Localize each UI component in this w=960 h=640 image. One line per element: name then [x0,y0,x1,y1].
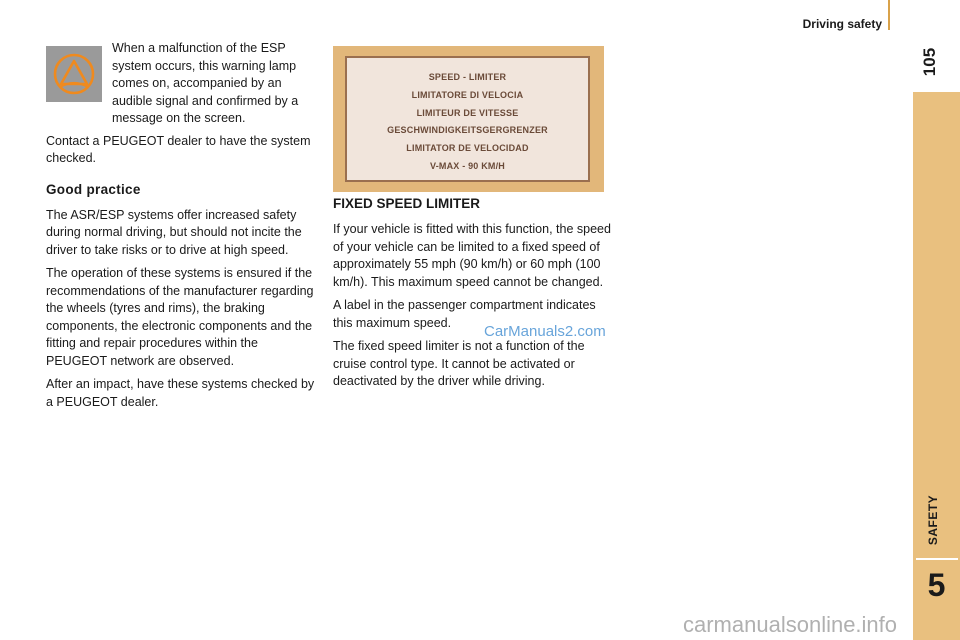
label-line: SPEED - LIMITER [428,72,507,82]
page-number: 105 [920,47,939,77]
watermark: carmanualsonline.info [683,612,898,637]
chapter-number: 5 [927,567,946,603]
label-line: LIMITATORE DI VELOCIA [411,89,524,100]
fixed-speed-limiter-heading: FIXED SPEED LIMITER [333,196,481,211]
esp-malfunction-text: When a malfunction of the ESP system occurs, this warning lamp comes on, accompanied by an audible signal and confirmed by a message on the screen. [112,41,299,125]
paragraph: If your vehicle is fitted with this function, the speed of your vehicle can be limited to a fixed speed of approximately 55 mph (90 km/h) or 60 mph (100 km/h). This maximum speed cannot be changed. [333,222,611,289]
paragraph: A label in the passenger compartment indicates this maximum speed. [333,298,596,330]
label-line: LIMITEUR DE VITESSE [416,107,519,118]
watermark: CarManuals2.com [484,323,606,340]
label-line: GESCHWINDIGKEITSGERGRENZER [387,125,548,136]
contact-dealer-text: Contact a PEUGEOT dealer to have the system checked. [46,133,311,165]
right-column [333,196,613,397]
section-title: Driving safety [802,17,882,31]
paragraph: After an impact, have these systems checked by a PEUGEOT dealer. [46,377,315,409]
paragraph: The ASR/ESP systems offer increased safety during normal driving, but should not incite the driver to take risks or to drive at high speed. [46,207,302,257]
label-line: V-MAX - 90 KM/H [429,160,505,171]
paragraph: The fixed speed limiter is not a function of the cruise control type. It cannot be activated or deactivated by the driver while driving. [333,339,585,388]
speed-limiter-label-image [333,46,604,192]
label-line: LIMITATOR DE VELOCIDAD [406,143,529,154]
chapter-label: SAFETY [926,494,940,546]
paragraph: The operation of these systems is ensured if the recommendations of the manufacturer regarding the wheels (tyres and rims), the braking components, the electronic components and the fitting and repair procedures within the PEUGEOT network are observed. [46,266,314,368]
left-column [46,40,321,417]
label-plate [345,56,590,182]
good-practice-heading: Good practice [46,181,141,197]
header-divider [888,0,890,30]
